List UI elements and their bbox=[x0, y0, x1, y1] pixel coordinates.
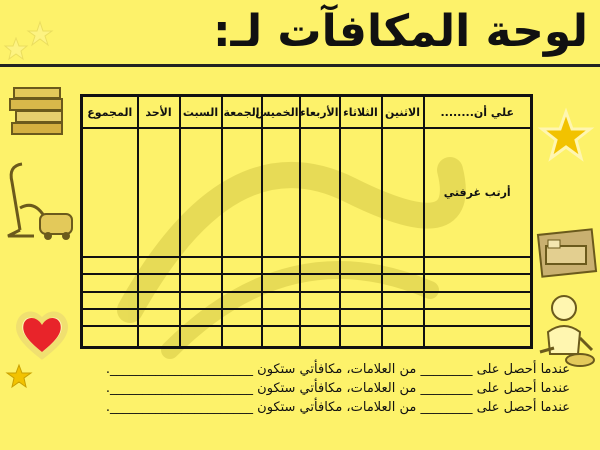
chart-cell[interactable] bbox=[222, 292, 262, 309]
chart-cell[interactable] bbox=[222, 257, 262, 274]
chart-cell[interactable] bbox=[340, 309, 382, 326]
chart-cell[interactable] bbox=[300, 326, 340, 348]
header-total: المجموع bbox=[82, 96, 138, 129]
total-cell[interactable] bbox=[82, 292, 138, 309]
chart-cell[interactable] bbox=[262, 274, 300, 291]
table-row bbox=[82, 292, 532, 309]
chart-cell[interactable] bbox=[138, 274, 180, 291]
chart-cell[interactable] bbox=[180, 128, 222, 257]
header-sunday: الأحد bbox=[138, 96, 180, 129]
bed-icon bbox=[538, 228, 596, 278]
chart-cell[interactable] bbox=[340, 292, 382, 309]
chart-cell[interactable] bbox=[340, 128, 382, 257]
reward-condition-line: عندما أحصل على ________ من العلامات، مكافأتي ستكون ______________________. bbox=[105, 381, 570, 396]
chart-cell[interactable] bbox=[138, 326, 180, 348]
task-cell[interactable] bbox=[424, 309, 532, 326]
page-title: لوحة المكافآت لـ: bbox=[212, 6, 588, 57]
chart-cell[interactable] bbox=[262, 292, 300, 309]
header-monday: الاثنين bbox=[382, 96, 424, 129]
title-underline bbox=[0, 64, 600, 67]
header-tuesday: الثلاثاء bbox=[340, 96, 382, 129]
task-cell[interactable] bbox=[424, 257, 532, 274]
chart-cell[interactable] bbox=[180, 257, 222, 274]
chart-cell[interactable] bbox=[180, 326, 222, 348]
reward-conditions bbox=[30, 360, 570, 417]
header-friday: الجمعة bbox=[222, 96, 262, 129]
star-icon bbox=[6, 364, 32, 388]
chart-cell[interactable] bbox=[180, 292, 222, 309]
header-thursday: الخميس bbox=[262, 96, 300, 129]
reward-chart-table bbox=[80, 94, 533, 349]
chart-cell[interactable] bbox=[300, 257, 340, 274]
chart-cell[interactable] bbox=[382, 292, 424, 309]
chart-cell[interactable] bbox=[382, 326, 424, 348]
task-cell[interactable] bbox=[424, 326, 532, 348]
reward-condition-line: عندما أحصل على ________ من العلامات، مكافأتي ستكون ______________________. bbox=[105, 400, 570, 415]
chart-cell[interactable] bbox=[262, 309, 300, 326]
table-header-row bbox=[82, 96, 532, 129]
reward-condition-line: عندما أحصل على ________ من العلامات، مكافأتي ستكون ______________________. bbox=[105, 362, 570, 377]
chart-cell[interactable] bbox=[300, 128, 340, 257]
total-cell[interactable] bbox=[82, 309, 138, 326]
total-cell[interactable] bbox=[82, 257, 138, 274]
chart-cell[interactable] bbox=[138, 128, 180, 257]
chart-cell[interactable] bbox=[300, 292, 340, 309]
chart-cell[interactable] bbox=[382, 274, 424, 291]
chart-cell[interactable] bbox=[222, 128, 262, 257]
chart-cell[interactable] bbox=[222, 326, 262, 348]
header-wednesday: الأربعاء bbox=[300, 96, 340, 129]
header-saturday: السبت bbox=[180, 96, 222, 129]
chart-cell[interactable] bbox=[262, 128, 300, 257]
task-cell: أرتب غرفتي bbox=[424, 128, 532, 257]
chart-cell[interactable] bbox=[382, 128, 424, 257]
chart-cell[interactable] bbox=[222, 309, 262, 326]
child-cleaning-icon bbox=[532, 292, 598, 368]
books-icon bbox=[6, 82, 68, 138]
chart-cell[interactable] bbox=[262, 326, 300, 348]
total-cell[interactable] bbox=[82, 274, 138, 291]
chart-cell[interactable] bbox=[138, 292, 180, 309]
chart-cell[interactable] bbox=[138, 309, 180, 326]
task-column-header: علي أن........ bbox=[424, 96, 532, 129]
vacuum-cleaner-icon bbox=[4, 160, 76, 242]
chart-cell[interactable] bbox=[340, 326, 382, 348]
faint-stars-icon bbox=[2, 18, 58, 62]
task-cell[interactable] bbox=[424, 292, 532, 309]
star-icon bbox=[540, 110, 592, 162]
total-cell[interactable] bbox=[82, 326, 138, 348]
chart-cell[interactable] bbox=[180, 274, 222, 291]
table-row bbox=[82, 326, 532, 348]
chart-cell[interactable] bbox=[300, 274, 340, 291]
table-row bbox=[82, 128, 532, 257]
chart-cell[interactable] bbox=[222, 274, 262, 291]
table-row bbox=[82, 257, 532, 274]
chart-cell[interactable] bbox=[382, 257, 424, 274]
table-row bbox=[82, 309, 532, 326]
chart-cell[interactable] bbox=[340, 257, 382, 274]
chart-cell[interactable] bbox=[300, 309, 340, 326]
chart-cell[interactable] bbox=[138, 257, 180, 274]
table-row bbox=[82, 274, 532, 291]
heart-icon bbox=[14, 310, 70, 360]
chart-cell[interactable] bbox=[180, 309, 222, 326]
task-cell[interactable] bbox=[424, 274, 532, 291]
chart-cell[interactable] bbox=[340, 274, 382, 291]
chart-cell[interactable] bbox=[382, 309, 424, 326]
chart-cell[interactable] bbox=[262, 257, 300, 274]
total-cell[interactable] bbox=[82, 128, 138, 257]
